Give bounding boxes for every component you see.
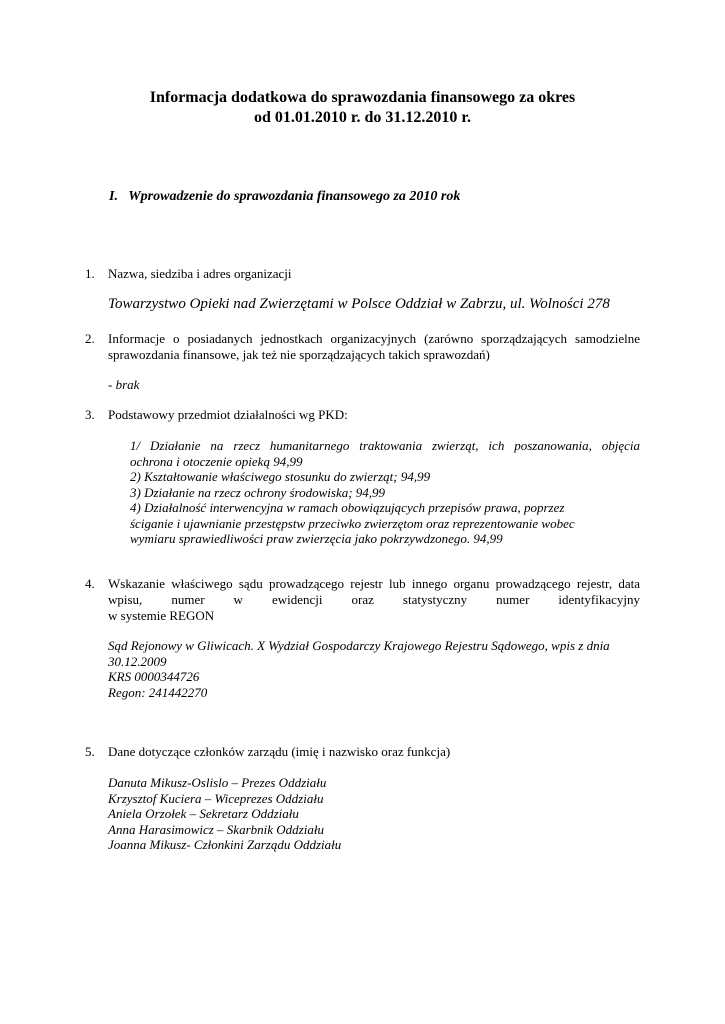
register-details xyxy=(108,638,640,700)
pkd-activities xyxy=(130,438,640,547)
regon-number: Regon: 241442270 xyxy=(108,684,208,700)
item-2-number: 2. xyxy=(85,331,95,346)
board-member: Danuta Mikusz-Oslislo – Prezes Oddziału xyxy=(108,775,327,790)
item-3-label: Podstawowy przedmiot działalności wg PKD: xyxy=(108,407,348,422)
court-line-2: 30.12.2009 xyxy=(108,653,167,669)
board-members-list xyxy=(108,775,640,853)
board-member: Aniela Orzołek – Sekretarz Oddziału xyxy=(108,806,299,821)
item-4-number: 4. xyxy=(85,576,95,591)
activity-4-line-1: 4) Działalność interwencyjna w ramach obowiązujących przepisów prawa, poprzez xyxy=(130,500,565,515)
item-1-number: 1. xyxy=(85,266,95,281)
item-4-label-line-1: Wskazanie właściwego sądu prowadzącego rejestr lub innego organu prowadzącego rejestr, data xyxy=(108,576,640,591)
document-title xyxy=(0,88,725,128)
item-5-number: 5. xyxy=(85,744,95,759)
item-2-label-line-2: sprawozdania finansowe, jak też nie sporządzających takich sprawozdań) xyxy=(108,347,490,362)
section-heading xyxy=(109,188,460,206)
item-2-value: - brak xyxy=(108,377,140,392)
board-member: Joanna Mikusz- Członkini Zarządu Oddziału xyxy=(108,837,342,852)
activity-3: 3) Działanie na rzecz ochrony środowiska; 94,99 xyxy=(130,484,386,500)
activity-2: 2) Kształtowanie właściwego stosunku do zwierząt; 94,99 xyxy=(130,469,431,484)
board-member: Krzysztof Kuciera – Wiceprezes Oddziału xyxy=(108,790,324,806)
section-number: I. xyxy=(109,189,118,204)
organization-name: Towarzystwo Opieki nad Zwierzętami w Polsce Oddział w Zabrzu, ul. Wolności 278 xyxy=(108,296,610,312)
title-line-2: od 01.01.2010 r. do 31.12.2010 r. xyxy=(253,109,472,126)
section-heading-text: Wprowadzenie do sprawozdania finansowego za 2010 rok xyxy=(128,189,461,204)
activity-4-line-3: wymiaru sprawiedliwości praw zwierzęcia jako pokrzywdzonego. 94,99 xyxy=(130,531,503,546)
board-member: Anna Harasimowicz – Skarbnik Oddziału xyxy=(108,821,324,837)
krs-number: KRS 0000344726 xyxy=(108,669,200,684)
activity-1-line-1: 1/ Działanie na rzecz humanitarnego traktowania zwierząt, ich poszanowania, objęcia xyxy=(130,438,640,453)
item-4-label-line-2: wpisu, numer w ewidencji oraz statystyczny numer identyfikacyjny xyxy=(108,592,640,607)
item-1-label: Nazwa, siedziba i adres organizacji xyxy=(108,266,292,281)
activity-1-line-2: ochrona i otoczenie opieką 94,99 xyxy=(130,453,303,469)
item-3-number: 3. xyxy=(85,407,95,422)
court-line-1: Sąd Rejonowy w Gliwicach. X Wydział Gospodarczy Krajowego Rejestru Sądowego, wpis z dnia xyxy=(108,638,610,653)
item-2-label xyxy=(108,331,640,363)
item-5-label: Dane dotyczące członków zarządu (imię i nazwisko oraz funkcja) xyxy=(108,744,451,759)
item-2-label-line-1: Informacje o posiadanych jednostkach organizacyjnych (zarówno sporządzających samodzielne xyxy=(108,331,640,346)
item-4-label-line-3: w systemie REGON xyxy=(108,608,215,623)
item-4-label xyxy=(108,576,640,624)
activity-4-line-2: ściganie i ujawnianie przestępstw przeciwko zwierzętom oraz reprezentowanie wobec xyxy=(130,515,575,531)
title-line-1: Informacja dodatkowa do sprawozdania finansowego za okres xyxy=(149,89,576,106)
